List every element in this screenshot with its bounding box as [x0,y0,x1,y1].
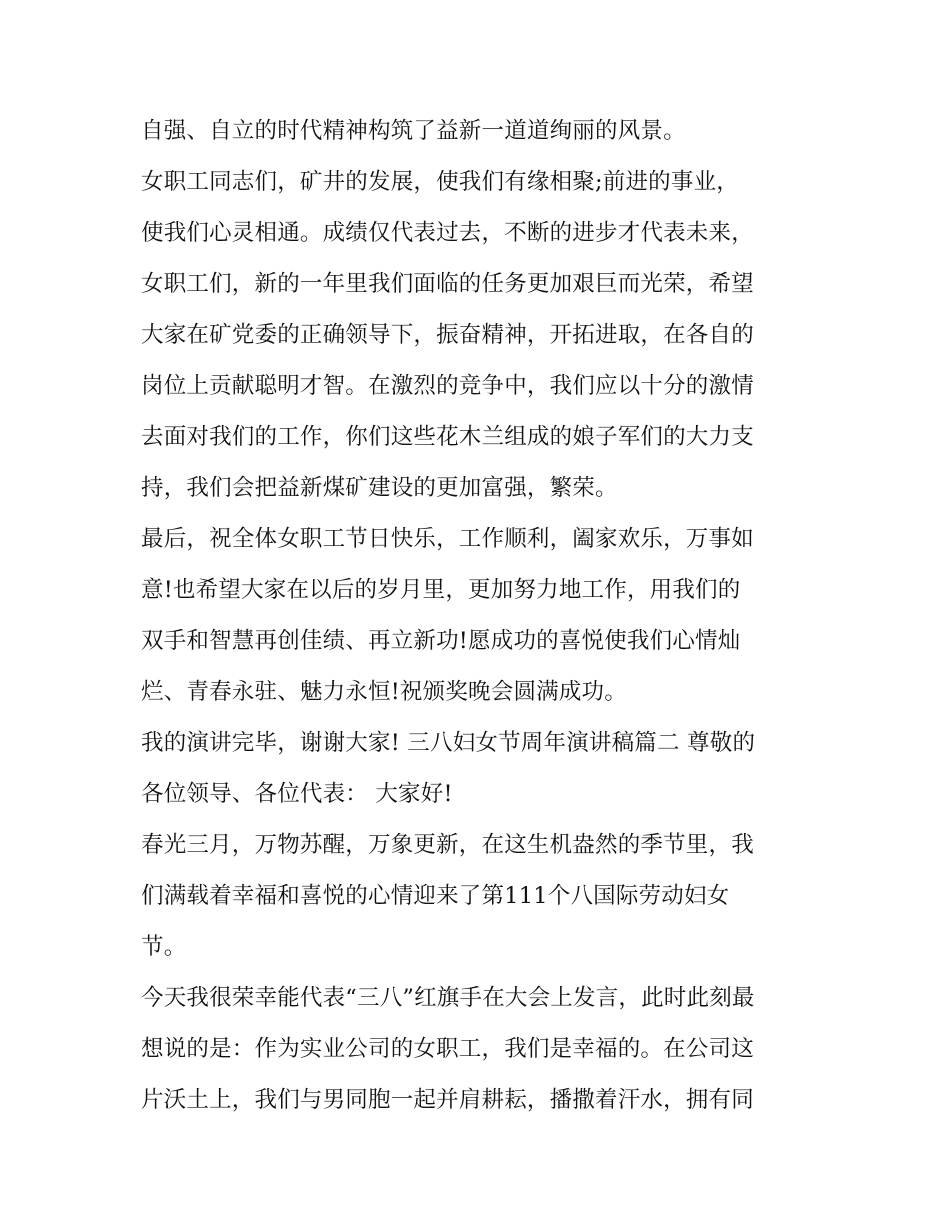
text-line: 使我们心灵相通。成绩仅代表过去，不断的进步才代表未来， [141,220,754,246]
body-text [141,106,831,1126]
text-line: 持，我们会把益新煤矿建设的更加富强，繁荣。 [141,475,618,501]
text-line: 我的演讲完毕，谢谢大家! 三八妇女节周年演讲稿篇二 尊敬的 [141,730,756,756]
text-line: 去面对我们的工作，你们这些花木兰组成的娘子军们的大力支 [141,424,754,450]
text-line: 女职工们，新的一年里我们面临的任务更加艰巨而光荣，希望 [141,271,754,297]
text-line: 双手和智慧再创佳绩、再立新功!愿成功的喜悦使我们心情灿 [141,628,741,654]
text-line: 节。 [141,934,187,960]
text-line: 大家在矿党委的正确领导下，振奋精神，开拓进取，在各自的 [141,322,754,348]
text-line: 片沃土上，我们与男同胞一起并肩耕耘，播撒着汗水，拥有同 [141,1087,754,1113]
text-line: 自强、自立的时代精神构筑了益新一道道绚丽的风景。 [141,118,686,144]
text-line: 春光三月，万物苏醒，万象更新，在这生机盎然的季节里，我 [141,832,754,858]
text-line: 烂、青春永驻、魅力永恒!祝颁奖晚会圆满成功。 [141,679,627,705]
text-line: 女职工同志们，矿井的发展，使我们有缘相聚;前进的事业， [141,169,739,195]
text-line: 们满载着幸福和喜悦的心情迎来了第111个八国际劳动妇女 [141,883,730,909]
text-line: 想说的是：作为实业公司的女职工，我们是幸福的。在公司这 [141,1036,754,1062]
text-line: 意!也希望大家在以后的岁月里，更加努力地工作，用我们的 [141,577,741,603]
text-line: 岗位上贡献聪明才智。在激烈的竞争中，我们应以十分的激情 [141,373,754,399]
text-line: 最后，祝全体女职工节日快乐，工作顺利，阖家欢乐，万事如 [141,526,754,552]
text-line: 今天我很荣幸能代表“三八”红旗手在大会上发言，此时此刻最 [141,985,755,1011]
text-line: 各位领导、各位代表： 大家好! [141,781,453,807]
